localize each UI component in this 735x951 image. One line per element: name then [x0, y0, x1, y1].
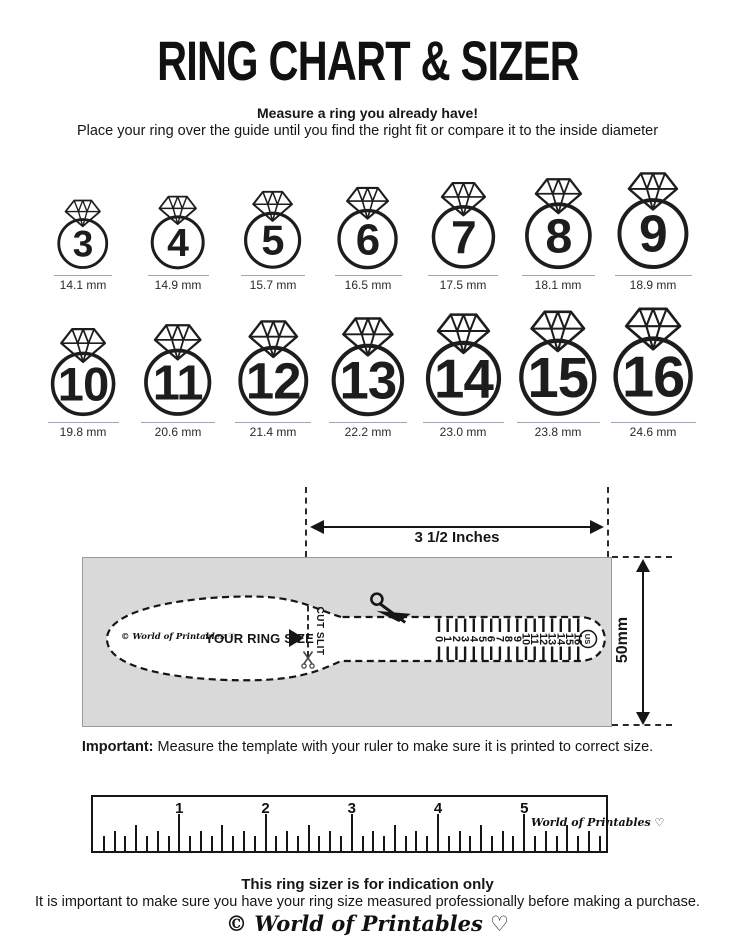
dimension-guide-top — [612, 556, 672, 558]
svg-text:10: 10 — [519, 632, 532, 646]
brand-logo: © World of Printables ♡ — [121, 632, 236, 642]
diameter-underline — [335, 275, 402, 276]
ruler-tick — [491, 836, 493, 851]
ruler-tick — [394, 825, 396, 851]
diameter-underline — [428, 275, 498, 276]
ruler-tick — [221, 825, 223, 851]
ruler-number-3: 3 — [347, 800, 356, 817]
ring-size-8 — [513, 176, 603, 293]
svg-text:12: 12 — [536, 632, 549, 646]
svg-text:8: 8 — [502, 635, 515, 643]
ruler-tick — [308, 825, 310, 851]
ruler — [91, 795, 665, 853]
ruler-tick — [545, 831, 547, 851]
subtitle-bold: Measure a ring you already have! — [257, 105, 478, 121]
ruler-tick — [502, 831, 504, 851]
ruler-number-1: 1 — [175, 800, 184, 817]
diameter-underline — [48, 422, 119, 423]
ruler-tick — [340, 836, 342, 851]
diamond-ring-icon — [238, 189, 307, 269]
ruler-tick — [275, 836, 277, 851]
svg-text:16: 16 — [571, 632, 584, 646]
ring-size-number: 7 — [450, 211, 476, 264]
ruler-tick — [577, 836, 579, 851]
ruler-tick — [437, 814, 439, 851]
diamond-ring-icon — [425, 180, 502, 269]
footer-brand-logo: © World of Printables ♡ — [226, 911, 509, 936]
diamond-ring-icon — [605, 305, 701, 417]
diamond-ring-icon — [418, 311, 509, 417]
ruler-tick — [415, 831, 417, 851]
ring-size-number: 8 — [544, 209, 572, 264]
diameter-underline — [615, 275, 692, 276]
ring-size-12 — [228, 318, 318, 439]
ring-size-16 — [608, 305, 698, 440]
ring-size-3 — [38, 198, 128, 292]
ruler-brand-logo: World of Printables ♡ — [531, 816, 665, 829]
ring-size-6 — [323, 185, 413, 293]
ruler-tick — [556, 836, 558, 851]
ruler-tick — [124, 836, 126, 851]
svg-text:5: 5 — [476, 635, 488, 643]
ring-size-14 — [418, 311, 508, 440]
ring-size-7 — [418, 180, 508, 292]
ring-size-number: 5 — [261, 217, 285, 265]
your-ring-size-label: YOUR RING SIZE — [205, 631, 314, 646]
diamond-ring-icon — [137, 322, 218, 416]
svg-text:11: 11 — [528, 633, 541, 645]
ring-diameter-label: 23.0 mm — [439, 424, 487, 439]
svg-text:7: 7 — [493, 635, 506, 643]
ring-size-9 — [608, 170, 698, 293]
ring-diameter-label: 20.6 mm — [154, 424, 202, 439]
ring-size-number: 12 — [245, 352, 301, 410]
ring-size-number: 14 — [433, 348, 493, 410]
ruler-tick — [448, 836, 450, 851]
diameter-underline — [241, 275, 305, 276]
diameter-underline — [517, 422, 600, 423]
ruler-tick — [157, 831, 159, 851]
ruler-tick — [146, 836, 148, 851]
ring-diameter-label: 18.9 mm — [629, 277, 677, 292]
ring-diameter-label: 16.5 mm — [344, 277, 392, 292]
height-dimension-label: 50mm — [614, 616, 631, 664]
ruler-tick — [286, 831, 288, 851]
diamond-ring-icon — [52, 198, 114, 269]
dimension-guide-right — [607, 487, 609, 557]
ring-diameter-label: 18.1 mm — [534, 277, 582, 292]
ruler-tick — [103, 836, 105, 851]
important-note-bold: Important: — [81, 739, 154, 755]
ruler-tick — [523, 814, 525, 851]
ring-diameter-label: 23.8 mm — [534, 424, 582, 439]
sizer-template-area — [82, 557, 612, 727]
diamond-ring-icon — [231, 318, 316, 416]
ruler-tick — [265, 814, 267, 851]
ring-size-number: 11 — [153, 356, 203, 411]
svg-text:0: 0 — [432, 635, 445, 643]
diameter-underline — [611, 422, 696, 423]
diamond-ring-icon — [145, 194, 210, 270]
ring-row-1 — [38, 170, 698, 293]
diameter-underline — [235, 422, 311, 423]
ring-diameter-label: 21.4 mm — [249, 424, 297, 439]
ruler-tick — [512, 836, 514, 851]
ruler-tick — [405, 836, 407, 851]
ring-row-2 — [38, 305, 698, 440]
svg-text:6: 6 — [484, 635, 497, 643]
dimension-guide-left — [305, 487, 307, 557]
diameter-underline — [54, 275, 112, 276]
ring-size-number: 13 — [339, 351, 397, 411]
page-title: RING CHART & SIZER — [156, 29, 579, 92]
ring-diameter-label: 22.2 mm — [344, 424, 392, 439]
ring-size-number: 4 — [167, 221, 189, 265]
ruler-tick — [351, 814, 353, 851]
ruler-number-4: 4 — [433, 800, 443, 817]
ruler-tick — [480, 825, 482, 851]
ruler-tick — [135, 825, 137, 851]
ruler-tick — [372, 831, 374, 851]
important-note-text: Measure the template with your ruler to make sure it is printed to correct size. — [157, 739, 654, 755]
svg-text:9: 9 — [510, 635, 523, 643]
ring-size-number: 6 — [356, 215, 380, 265]
ring-size-13 — [323, 315, 413, 440]
ring-diameter-label: 17.5 mm — [439, 277, 487, 292]
ruler-tick — [297, 836, 299, 851]
diameter-underline — [329, 422, 408, 423]
diamond-ring-icon — [331, 185, 404, 270]
diameter-underline — [148, 275, 209, 276]
svg-text:2: 2 — [449, 635, 462, 643]
ring-size-4 — [133, 194, 223, 293]
ruler-tick — [534, 836, 536, 851]
ruler-tick — [383, 836, 385, 851]
ruler-tick — [318, 836, 320, 851]
diamond-ring-icon — [610, 170, 696, 270]
diameter-underline — [423, 422, 504, 423]
ruler-tick — [426, 836, 428, 851]
ruler-tick — [168, 836, 170, 851]
svg-text:13: 13 — [545, 632, 558, 646]
ruler-tick — [178, 814, 180, 851]
diamond-ring-icon — [44, 326, 122, 417]
ruler-tick — [114, 831, 116, 851]
ruler-tick — [599, 836, 601, 851]
ruler-tick — [200, 831, 202, 851]
ruler-tick — [469, 836, 471, 851]
ring-size-number: 9 — [639, 204, 667, 263]
ring-diameter-label: 14.1 mm — [59, 277, 107, 292]
ruler-tick — [459, 831, 461, 851]
ruler-tick — [329, 831, 331, 851]
ruler-number-2: 2 — [261, 800, 270, 817]
footer-disclaimer-bold: This ring sizer is for indication only — [241, 876, 494, 893]
ruler-tick — [362, 836, 364, 851]
ruler-tick — [232, 836, 234, 851]
us-unit-label: US — [583, 633, 592, 645]
cut-slit-label: CUT SLIT — [314, 606, 326, 656]
width-dimension-label: 3 1/2 Inches — [414, 529, 500, 546]
ring-size-11 — [133, 322, 223, 439]
ruler-tick — [254, 836, 256, 851]
ring-size-number: 15 — [527, 345, 589, 409]
ring-diameter-label: 24.6 mm — [629, 424, 677, 439]
svg-text:14: 14 — [554, 632, 567, 646]
ring-size-15 — [513, 308, 603, 440]
svg-text:15: 15 — [563, 632, 575, 646]
ring-diameter-label: 19.8 mm — [59, 424, 107, 439]
ring-size-number: 3 — [73, 223, 93, 265]
ruler-number-5: 5 — [520, 800, 529, 817]
ruler-tick — [588, 831, 590, 851]
ring-size-number: 10 — [57, 358, 109, 411]
diameter-underline — [522, 275, 595, 276]
diamond-ring-icon — [511, 308, 605, 417]
ruler-tick — [211, 836, 213, 851]
ring-diameter-label: 15.7 mm — [249, 277, 297, 292]
ring-size-5 — [228, 189, 318, 292]
svg-text:4: 4 — [467, 635, 480, 643]
diameter-underline — [141, 422, 215, 423]
svg-text:1: 1 — [441, 635, 454, 643]
diamond-ring-icon — [518, 176, 599, 270]
ruler-tick — [243, 831, 245, 851]
ruler-tick — [189, 836, 191, 851]
ring-diameter-label: 14.9 mm — [154, 277, 202, 292]
subtitle-text: Place your ring over the guide until you find the right fit or compare it to the inside diameter — [76, 123, 659, 139]
important-note — [0, 739, 735, 755]
diamond-ring-icon — [324, 315, 412, 417]
ring-size-10 — [38, 326, 128, 440]
svg-text:3: 3 — [458, 635, 471, 643]
footer-disclaimer-text: It is important to make sure you have your ring size measured professionally before making a purchase. — [35, 894, 700, 910]
ring-size-number: 16 — [621, 345, 685, 410]
